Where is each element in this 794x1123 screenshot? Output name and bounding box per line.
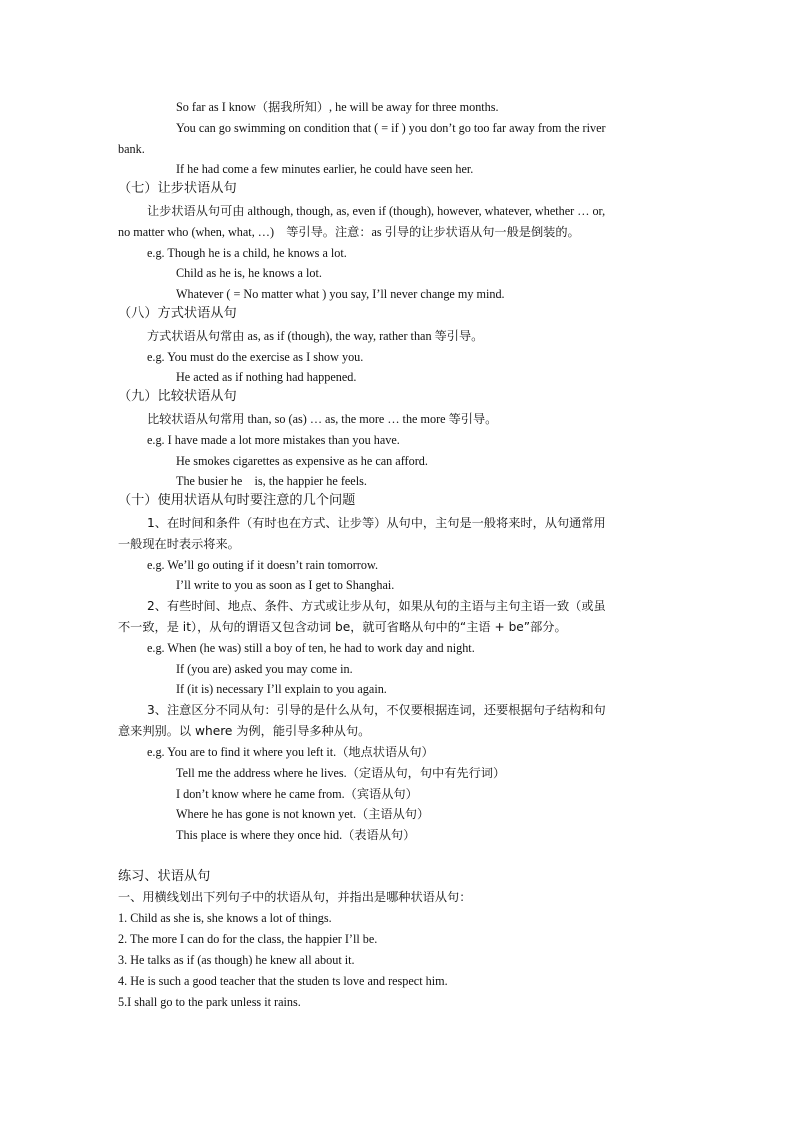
- text-line: 2、有些时间、地点、条件、方式或让步从句，如果从句的主语与主句主语一致（或虽: [147, 599, 606, 613]
- example-line: Whatever ( = No matter what ) you say, I’ll never change my mind.: [176, 287, 505, 301]
- exercise-item: 4. He is such a good teacher that the studen ts love and respect him.: [118, 974, 448, 988]
- example-line: e.g. You must do the exercise as I show you.: [147, 350, 364, 364]
- example-line: He acted as if nothing had happened.: [176, 370, 357, 384]
- example-line: He smokes cigarettes as expensive as he can afford.: [176, 454, 428, 468]
- exercise-title: 练习、状语从句: [118, 869, 211, 884]
- example-line: e.g. We’ll go outing if it doesn’t rain tomorrow.: [147, 558, 378, 572]
- example-line: Where he has gone is not known yet.（主语从句）: [176, 807, 430, 821]
- example-line: Child as he is, he knows a lot.: [176, 266, 322, 280]
- text-line: 不一致，是 it），从句的谓语又包含动词 be，就可省略从句中的“主语 + be”部分。: [118, 620, 567, 634]
- example-line: e.g. When (he was) still a boy of ten, he had to work day and night.: [147, 641, 475, 655]
- text-line: no matter who (when, what, …) 等引导。注意：as 引导的让步状语从句一般是倒装的。: [118, 225, 580, 239]
- section-heading: （十）使用状语从句时要注意的几个问题: [118, 493, 356, 508]
- section-heading: （九）比较状语从句: [118, 389, 237, 404]
- text-line: 意来判别。以 where 为例，能引导多种从句。: [118, 724, 371, 738]
- text-line: 比较状语从句常用 than, so (as) … as, the more … the more 等引导。: [147, 412, 498, 426]
- text-line: 让步状语从句可由 although, though, as, even if (though), however, whatever, whether … or,: [147, 204, 606, 218]
- example-line: e.g. I have made a lot more mistakes than you have.: [147, 433, 400, 447]
- text-line: bank.: [118, 142, 145, 156]
- text-line: You can go swimming on condition that ( = if ) you don’t go too far away from the river: [176, 121, 606, 135]
- exercise-instruction: 一、用横线划出下列句子中的状语从句，并指出是哪种状语从句：: [118, 890, 472, 904]
- example-line: The busier he is, the happier he feels.: [176, 474, 367, 488]
- exercise-item: 3. He talks as if (as though) he knew all about it.: [118, 953, 355, 967]
- example-line: e.g. Though he is a child, he knows a lot.: [147, 246, 347, 260]
- text-line: 1、在时间和条件（有时也在方式、让步等）从句中，主句是一般将来时，从句通常用: [147, 516, 606, 530]
- example-line: I’ll write to you as soon as I get to Shanghai.: [176, 578, 395, 592]
- exercise-item: 2. The more I can do for the class, the happier I’ll be.: [118, 932, 378, 946]
- text-line: If he had come a few minutes earlier, he could have seen her.: [176, 162, 474, 176]
- example-line: This place is where they once hid.（表语从句）: [176, 828, 416, 842]
- example-line: Tell me the address where he lives.（定语从句，句中有先行词）: [176, 766, 506, 780]
- example-line: If (it is) necessary I’ll explain to you again.: [176, 682, 387, 696]
- section-heading: （八）方式状语从句: [118, 306, 237, 321]
- text-line: 3、注意区分不同从句：引导的是什么从句，不仅要根据连词，还要根据句子结构和句: [147, 703, 606, 717]
- text-line: So far as I know（据我所知）, he will be away for three months.: [176, 100, 499, 114]
- text-line: 一般现在时表示将来。: [118, 537, 240, 551]
- exercise-item: 5.I shall go to the park unless it rains.: [118, 995, 301, 1009]
- text-line: 方式状语从句常由 as, as if (though), the way, rather than 等引导。: [147, 329, 484, 343]
- exercise-item: 1. Child as she is, she knows a lot of things.: [118, 911, 332, 925]
- example-line: e.g. You are to find it where you left it.（地点状语从句）: [147, 745, 434, 759]
- example-line: If (you are) asked you may come in.: [176, 662, 353, 676]
- example-line: I don’t know where he came from.（宾语从句）: [176, 787, 418, 801]
- section-heading: （七）让步状语从句: [118, 181, 237, 196]
